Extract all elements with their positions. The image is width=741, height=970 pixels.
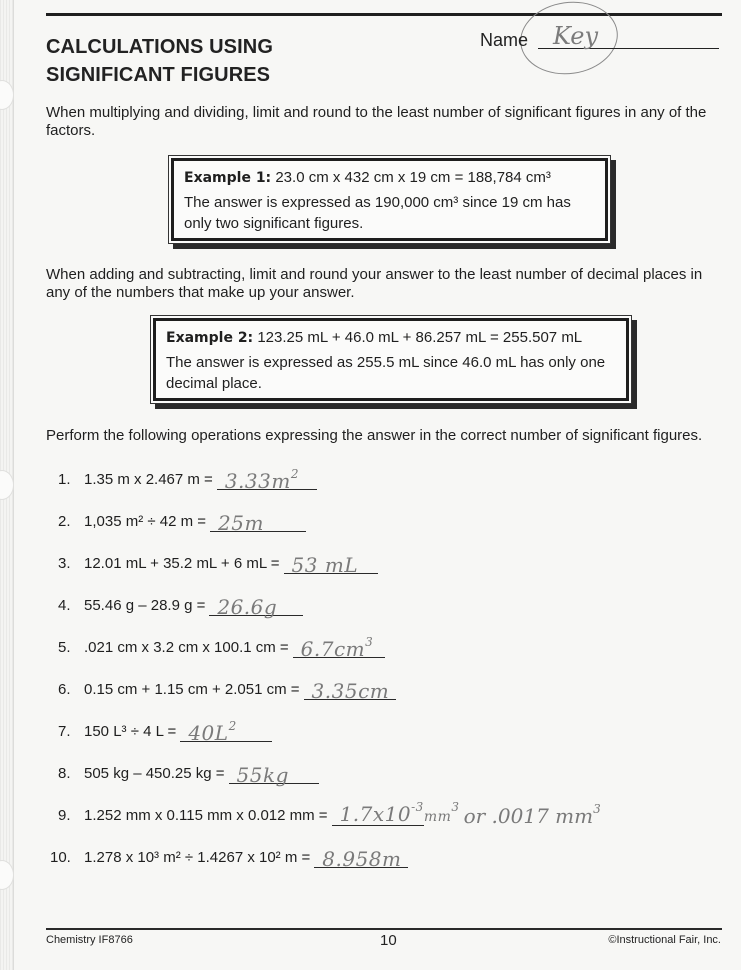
problem-expression: 1.35 m x 2.467 m =: [84, 471, 213, 488]
problem-expression: 505 kg – 450.25 kg =: [84, 765, 225, 782]
problem-number: 4.: [58, 597, 71, 614]
problem-number: 10.: [50, 849, 71, 866]
answer-field[interactable]: [217, 467, 317, 493]
answer-field[interactable]: [332, 800, 460, 826]
problem-number: 1.: [58, 471, 71, 488]
problem-number: 5.: [58, 639, 71, 656]
example-2-equation: 123.25 mL + 46.0 mL + 86.257 mL = 255.507 mL: [257, 329, 583, 346]
problem-number: 7.: [58, 723, 71, 740]
example-2-label: Example 2:: [166, 330, 254, 346]
handwritten-answer: 53 mL: [291, 553, 359, 577]
problem-5: [58, 634, 385, 661]
problem-7: [58, 718, 272, 745]
problem-9: [58, 802, 601, 826]
example-1-explanation: The answer is expressed as 190,000 cm³ since 19 cm has only two significant figures.: [184, 194, 571, 232]
page-title: [46, 33, 273, 89]
problem-expression: .021 cm x 3.2 cm x 100.1 cm =: [84, 639, 289, 656]
name-label: Name: [480, 30, 529, 50]
problem-6: [58, 676, 396, 703]
problem-expression: 1.278 x 10³ m² ÷ 1.4267 x 10² m =: [84, 849, 311, 866]
answer-field[interactable]: [293, 635, 385, 661]
example-2-box: [150, 315, 632, 404]
binding-hole: [0, 470, 14, 500]
handwritten-answer: $6.7cm^3$: [300, 635, 374, 661]
answer-field[interactable]: [304, 679, 396, 703]
answer-field[interactable]: [209, 595, 303, 619]
title-line-2: SIGNIFICANT FIGURES: [46, 64, 271, 86]
problem-expression: 1,035 m² ÷ 42 m =: [84, 513, 207, 530]
binding-hole: [0, 860, 14, 890]
handwritten-answer: $1.7x10^{-3}mm^3$: [339, 800, 460, 826]
footer-copyright: ©Instructional Fair, Inc.: [608, 934, 721, 946]
footer-rule: [46, 928, 722, 930]
answer-field[interactable]: [229, 763, 319, 787]
top-rule: [46, 13, 722, 16]
problem-8: [58, 760, 319, 787]
problem-3: [58, 550, 378, 577]
problem-2: [58, 508, 306, 535]
instructions: Perform the following operations expressing the answer in the correct number of significant figures.: [46, 427, 703, 444]
answer-field[interactable]: [314, 847, 408, 871]
example-2-explanation: The answer is expressed as 255.5 mL since 46.0 mL has only one decimal place.: [166, 354, 606, 392]
handwritten-answer: 26.6g: [217, 595, 278, 619]
answer-field[interactable]: [284, 553, 378, 577]
problem-expression: 150 L³ ÷ 4 L =: [84, 723, 177, 740]
problem-expression: 1.252 mm x 0.115 mm x 0.012 mm =: [84, 807, 328, 824]
handwritten-answer: 55kg: [236, 763, 289, 787]
problem-expression: 12.01 mL + 35.2 mL + 6 mL =: [84, 555, 280, 572]
handwritten-answer: 3.35cm: [311, 679, 390, 703]
name-value-handwritten: Key: [553, 22, 599, 50]
answer-field[interactable]: [210, 511, 306, 535]
problem-number: 9.: [58, 807, 71, 824]
rule-add-subtract: When adding and subtracting, limit and round your answer to the least number of decimal places in any of the numbers that make up your answer.: [46, 266, 703, 301]
problem-expression: 55.46 g – 28.9 g =: [84, 597, 206, 614]
rule-multiply-divide: When multiplying and dividing, limit and round to the least number of significant figures in any of the factors.: [46, 104, 707, 139]
problem-expression: 0.15 cm + 1.15 cm + 2.051 cm =: [84, 681, 300, 698]
title-line-1: CALCULATIONS USING: [46, 36, 273, 58]
footer-book-code: Chemistry IF8766: [46, 934, 133, 946]
problem-1: [58, 466, 317, 493]
problem-10: [50, 844, 408, 871]
answer-field[interactable]: [180, 719, 272, 745]
problem-4: [58, 592, 303, 619]
handwritten-alternate-answer: or .0017 $mm^3$: [463, 802, 601, 828]
handwritten-answer: 25m: [218, 511, 264, 535]
handwritten-answer: $40L^2$: [188, 719, 237, 745]
problem-number: 2.: [58, 513, 71, 530]
example-1-equation: 23.0 cm x 432 cm x 19 cm = 188,784 cm³: [275, 169, 551, 186]
example-1-label: Example 1:: [184, 170, 272, 186]
problem-number: 8.: [58, 765, 71, 782]
page-number: 10: [380, 932, 397, 949]
example-1-box: [168, 155, 611, 244]
binding-hole: [0, 80, 14, 110]
spiral-binding-edge: [0, 0, 14, 970]
handwritten-answer: $3.33m^2$: [224, 467, 299, 493]
problem-number: 6.: [58, 681, 71, 698]
handwritten-answer: 8.958m: [322, 847, 402, 871]
problem-number: 3.: [58, 555, 71, 572]
